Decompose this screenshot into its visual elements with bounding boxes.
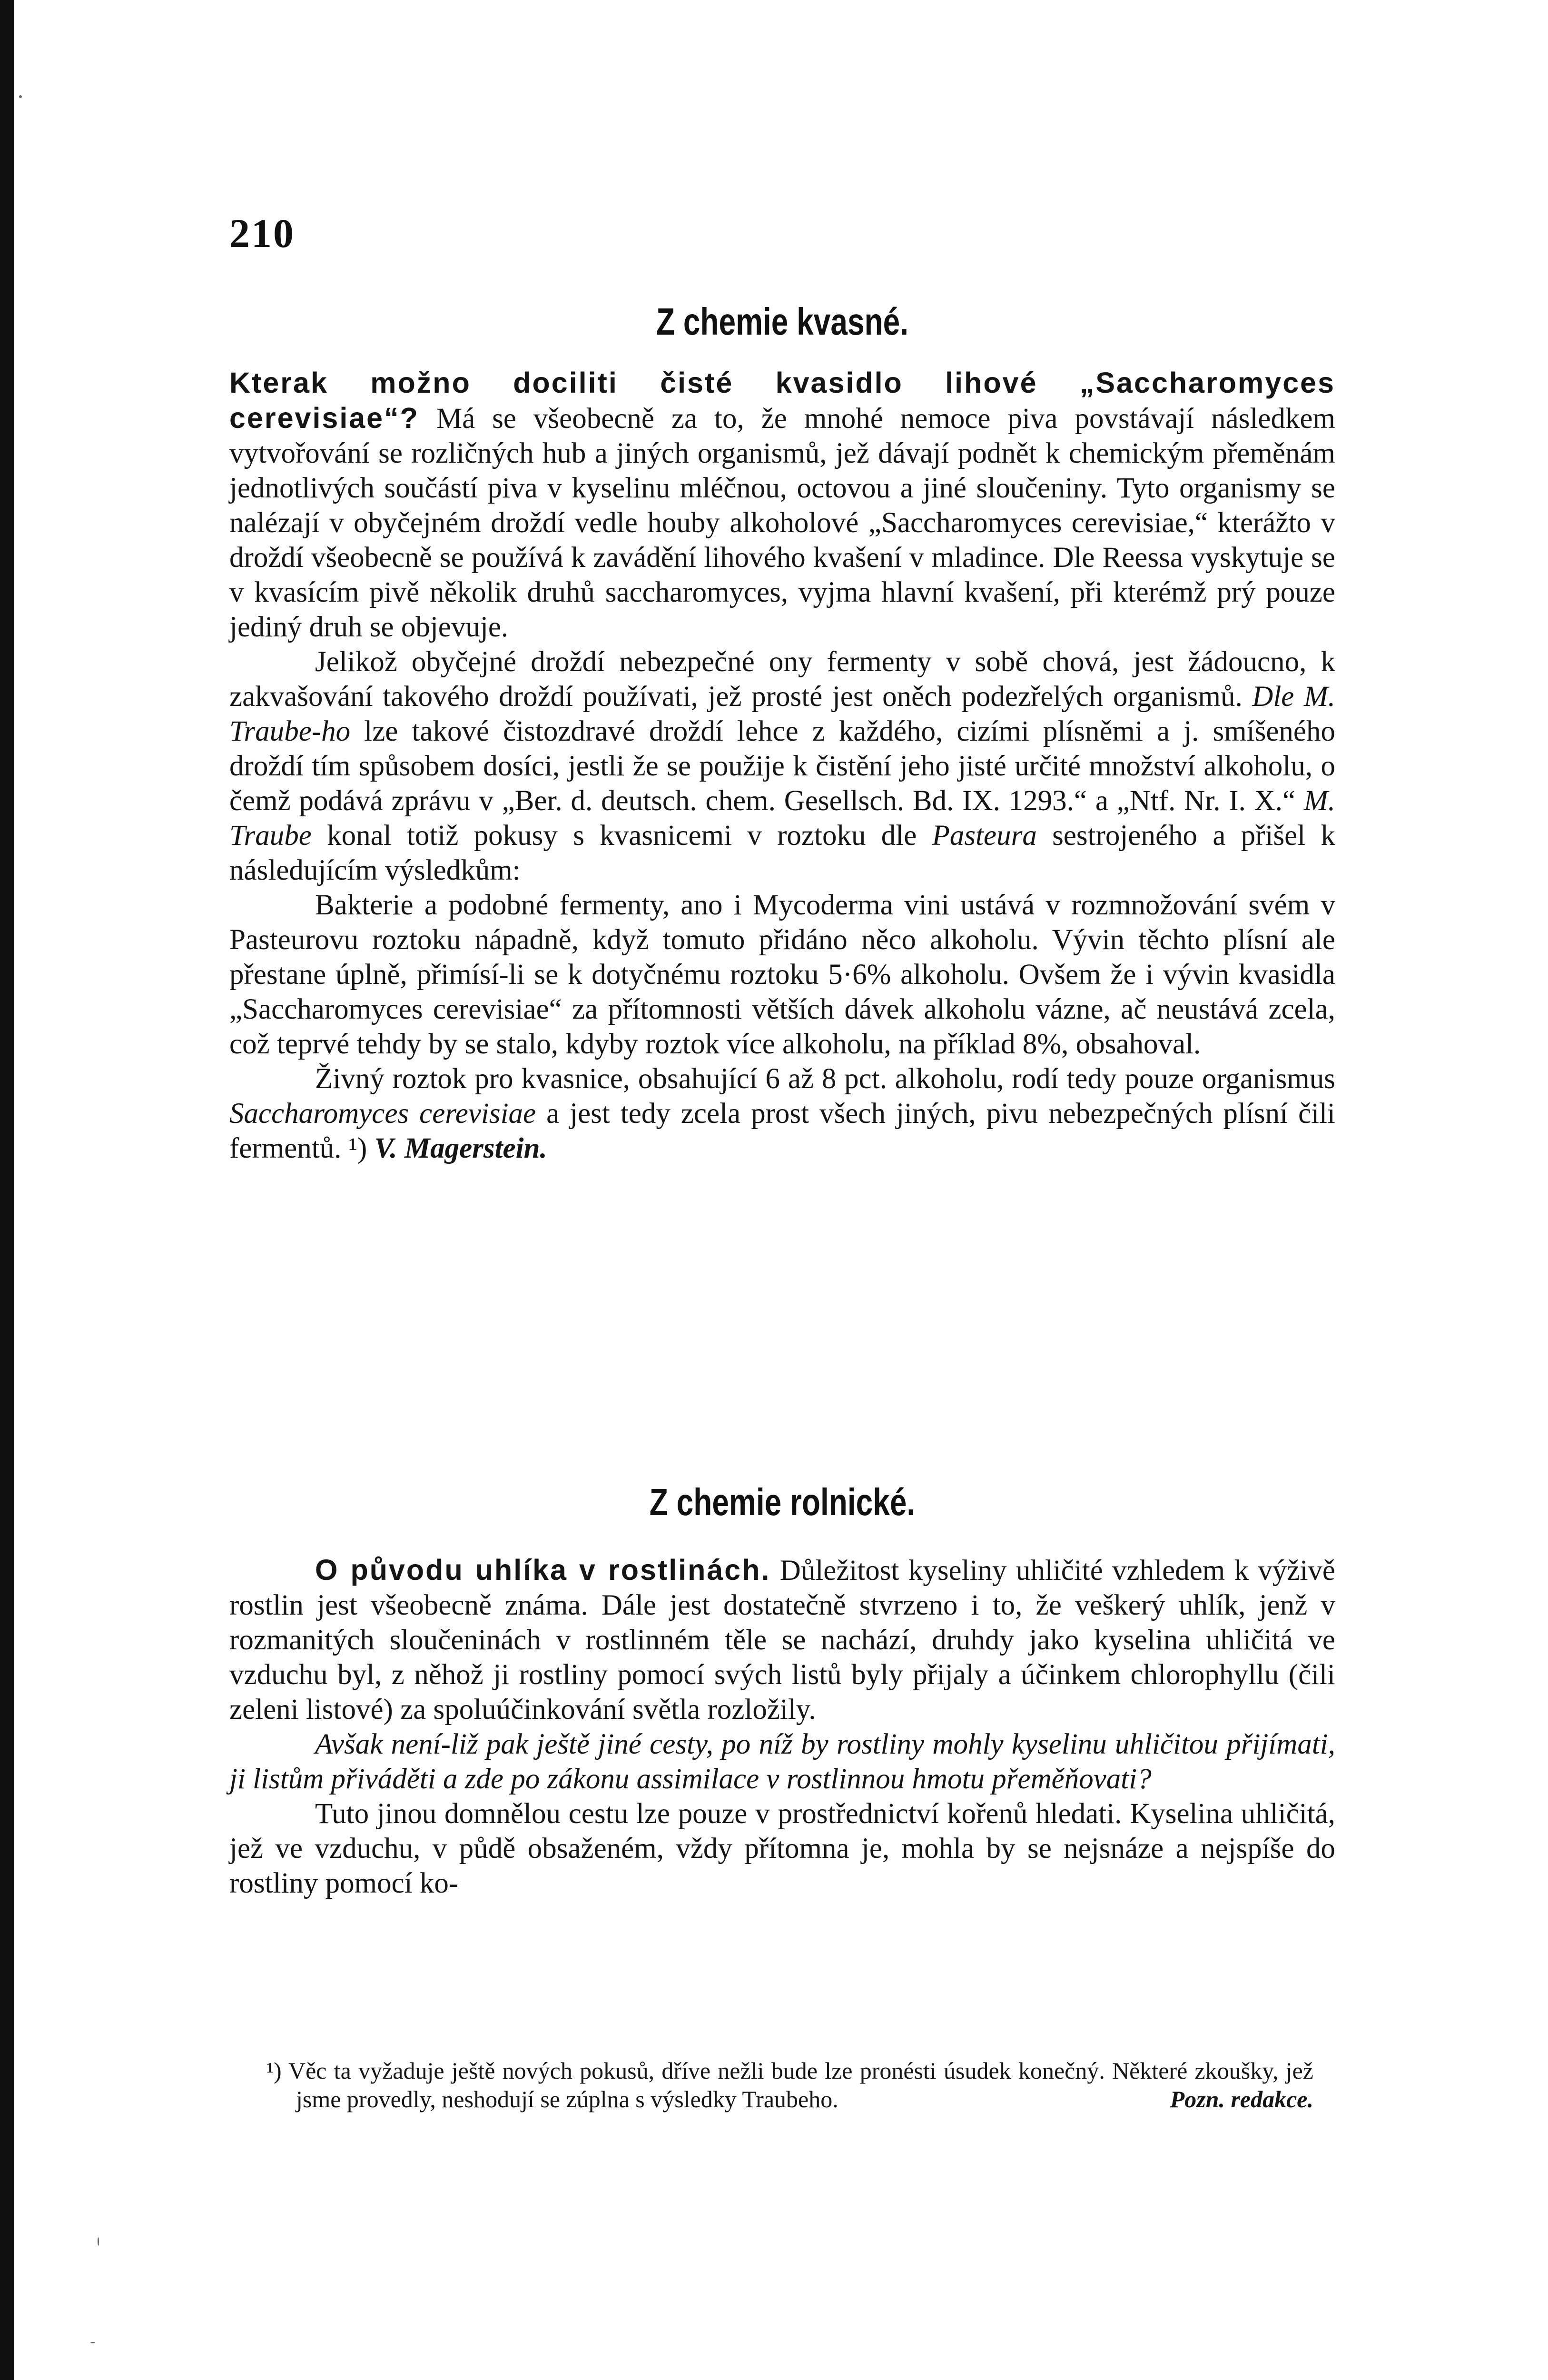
paragraph-text: konal totiž pokusy s kvasnicemi v roztoku dle <box>311 820 932 852</box>
paragraph-text: Má se všeobecně za to, že mnohé nemoce piva povstávají následkem vytvořování se rozličných hub a jiných organismů, jež dávají podnět k chemickým přeměnám jednotlivých součástí piva v kyselinu mléčnou, octovou a jiné sloučeniny. Tyto organismy se nalézají v obyčejném droždí vedle houby alkoholové „Saccharomyces cerevisiae,“ kterážto v droždí všeobecně se používá k zavádění lihového kvašení v mladince. Dle Reessa vyskytuje se v kvasícím pivě několik druhů saccharomyces, vyjma hlavní kvašení, při kterémž prý pouze jediný druh se objevuje. <box>229 403 1335 643</box>
paragraph <box>229 1553 1335 1727</box>
citation-author: M. Traube <box>229 785 1335 852</box>
species-name: Saccharomyces cerevisiae <box>229 1098 536 1130</box>
paragraph-text: Živný roztok pro kvasnice, obsahující 6 až 8 pct. alkoholu, rodí tedy pouze organismus <box>315 1063 1335 1095</box>
paragraph <box>229 366 1335 645</box>
section-heading-fermentation: Z chemie kvasné. <box>656 300 909 343</box>
author-signature: V. Magerstein. <box>374 1132 547 1164</box>
paragraph-text: sestrojeného a přišel k následujícím výsledkům: <box>229 820 1335 886</box>
footnote <box>266 2056 1313 2113</box>
article-agriculture <box>229 1553 1335 1901</box>
scan-speck <box>19 95 22 98</box>
citation-author: Pasteura <box>932 820 1037 852</box>
article-lead-title: Kterak možno dociliti čisté kvasidlo lihové „Saccharomyces cerevisiae“? <box>229 367 1335 434</box>
section-heading-agriculture: Z chemie rolnické. <box>649 1481 916 1523</box>
paragraph-text: Důležitost kyseliny uhličité vzhledem k výživě rostlin jest všeobecně známa. Dále jest dostatečně stvrzeno i to, že veškerý uhlík, jenž v rozmanitých sloučeninách v rostlinném těle se nachází, druhdy jako kyselina uhličitá ve vzduchu byl, z něhož ji rostliny pomocí svých listů byly přijaly a účinkem chlorophyllu (čili zeleni listové) za spoluúčinkování světla rozložily. <box>229 1555 1335 1726</box>
paragraph <box>229 1061 1335 1166</box>
citation-author: Dle M. Traube-ho <box>229 681 1336 747</box>
paragraph-text: lze takové čistozdravé droždí lehce z každého, cizími plísněmi a j. smíšeného droždí tím spůsobem dosíci, jestli že se použije k čistění jeho jisté určité množství alkoholu, o čemž podává zprávu v „Ber. d. deutsch. chem. Gesellsch. Bd. IX. 1293.“ a „Ntf. Nr. I. X.“ <box>229 715 1335 817</box>
footnote-signature: Pozn. redakce. <box>1170 2086 1313 2112</box>
paragraph: Bakterie a podobné fermenty, ano i Mycoderma vini ustává v rozmnožování svém v Pasteurovu roztoku nápadně, když tomuto přidáno něco alkoholu. Vývin těchto plísní ale přestane úplně, přimísí-li se k dotyčnému roztoku 5·6% alkoholu. Ovšem že i vývin kvasidla „Saccharomyces cerevisiae“ za přítomnosti větších dávek alkoholu vázne, ač neustává zcela, což teprvé tehdy by se stalo, kdyby roztok více alkoholu, na příklad 8%, obsahoval. <box>229 889 1335 1060</box>
footnote-text <box>266 2056 1313 2113</box>
paragraph-text: Jelikož obyčejné droždí nebezpečné ony fermenty v sobě chová, jest žádoucno, k zakvašování takového droždí používati, jež prosté jest oněch podezřelých organismů. <box>229 646 1335 713</box>
scan-speck <box>90 2342 95 2343</box>
article-fermentation <box>229 366 1335 1166</box>
paragraph-italic: Avšak není-liž pak ještě jiné cesty, po níž by rostliny mohly kyselinu uhličitou přijímati, ji listům přiváděti a zde po zákonu assimilace v rostlinnou hmotu přeměňovati? <box>229 1728 1335 1795</box>
paragraph-text: a jest tedy zcela prost všech jiných, pivu nebezpečných plísní čili fermentů. ¹) <box>229 1098 1335 1164</box>
paragraph: Tuto jinou domnělou cestu lze pouze v prostřednictví kořenů hledati. Kyselina uhličitá, jež ve vzduchu, v půdě obsaženém, vždy přítomna je, mohla by se nejsnáze a nejspíše do rostliny pomocí ko- <box>229 1798 1335 1899</box>
article-lead-title: O původu uhlíka v rostlinách. <box>315 1554 771 1586</box>
page-number: 210 <box>229 210 295 256</box>
paragraph <box>229 645 1335 888</box>
scan-speck <box>98 2237 99 2246</box>
footnote-body: ¹) Věc ta vyžaduje ještě nových pokusů, dříve nežli bude lze pronésti úsudek konečný. Některé zkoušky, jež jsme provedly, neshodují se zúplna s výsledky Traubeho. <box>266 2057 1313 2112</box>
